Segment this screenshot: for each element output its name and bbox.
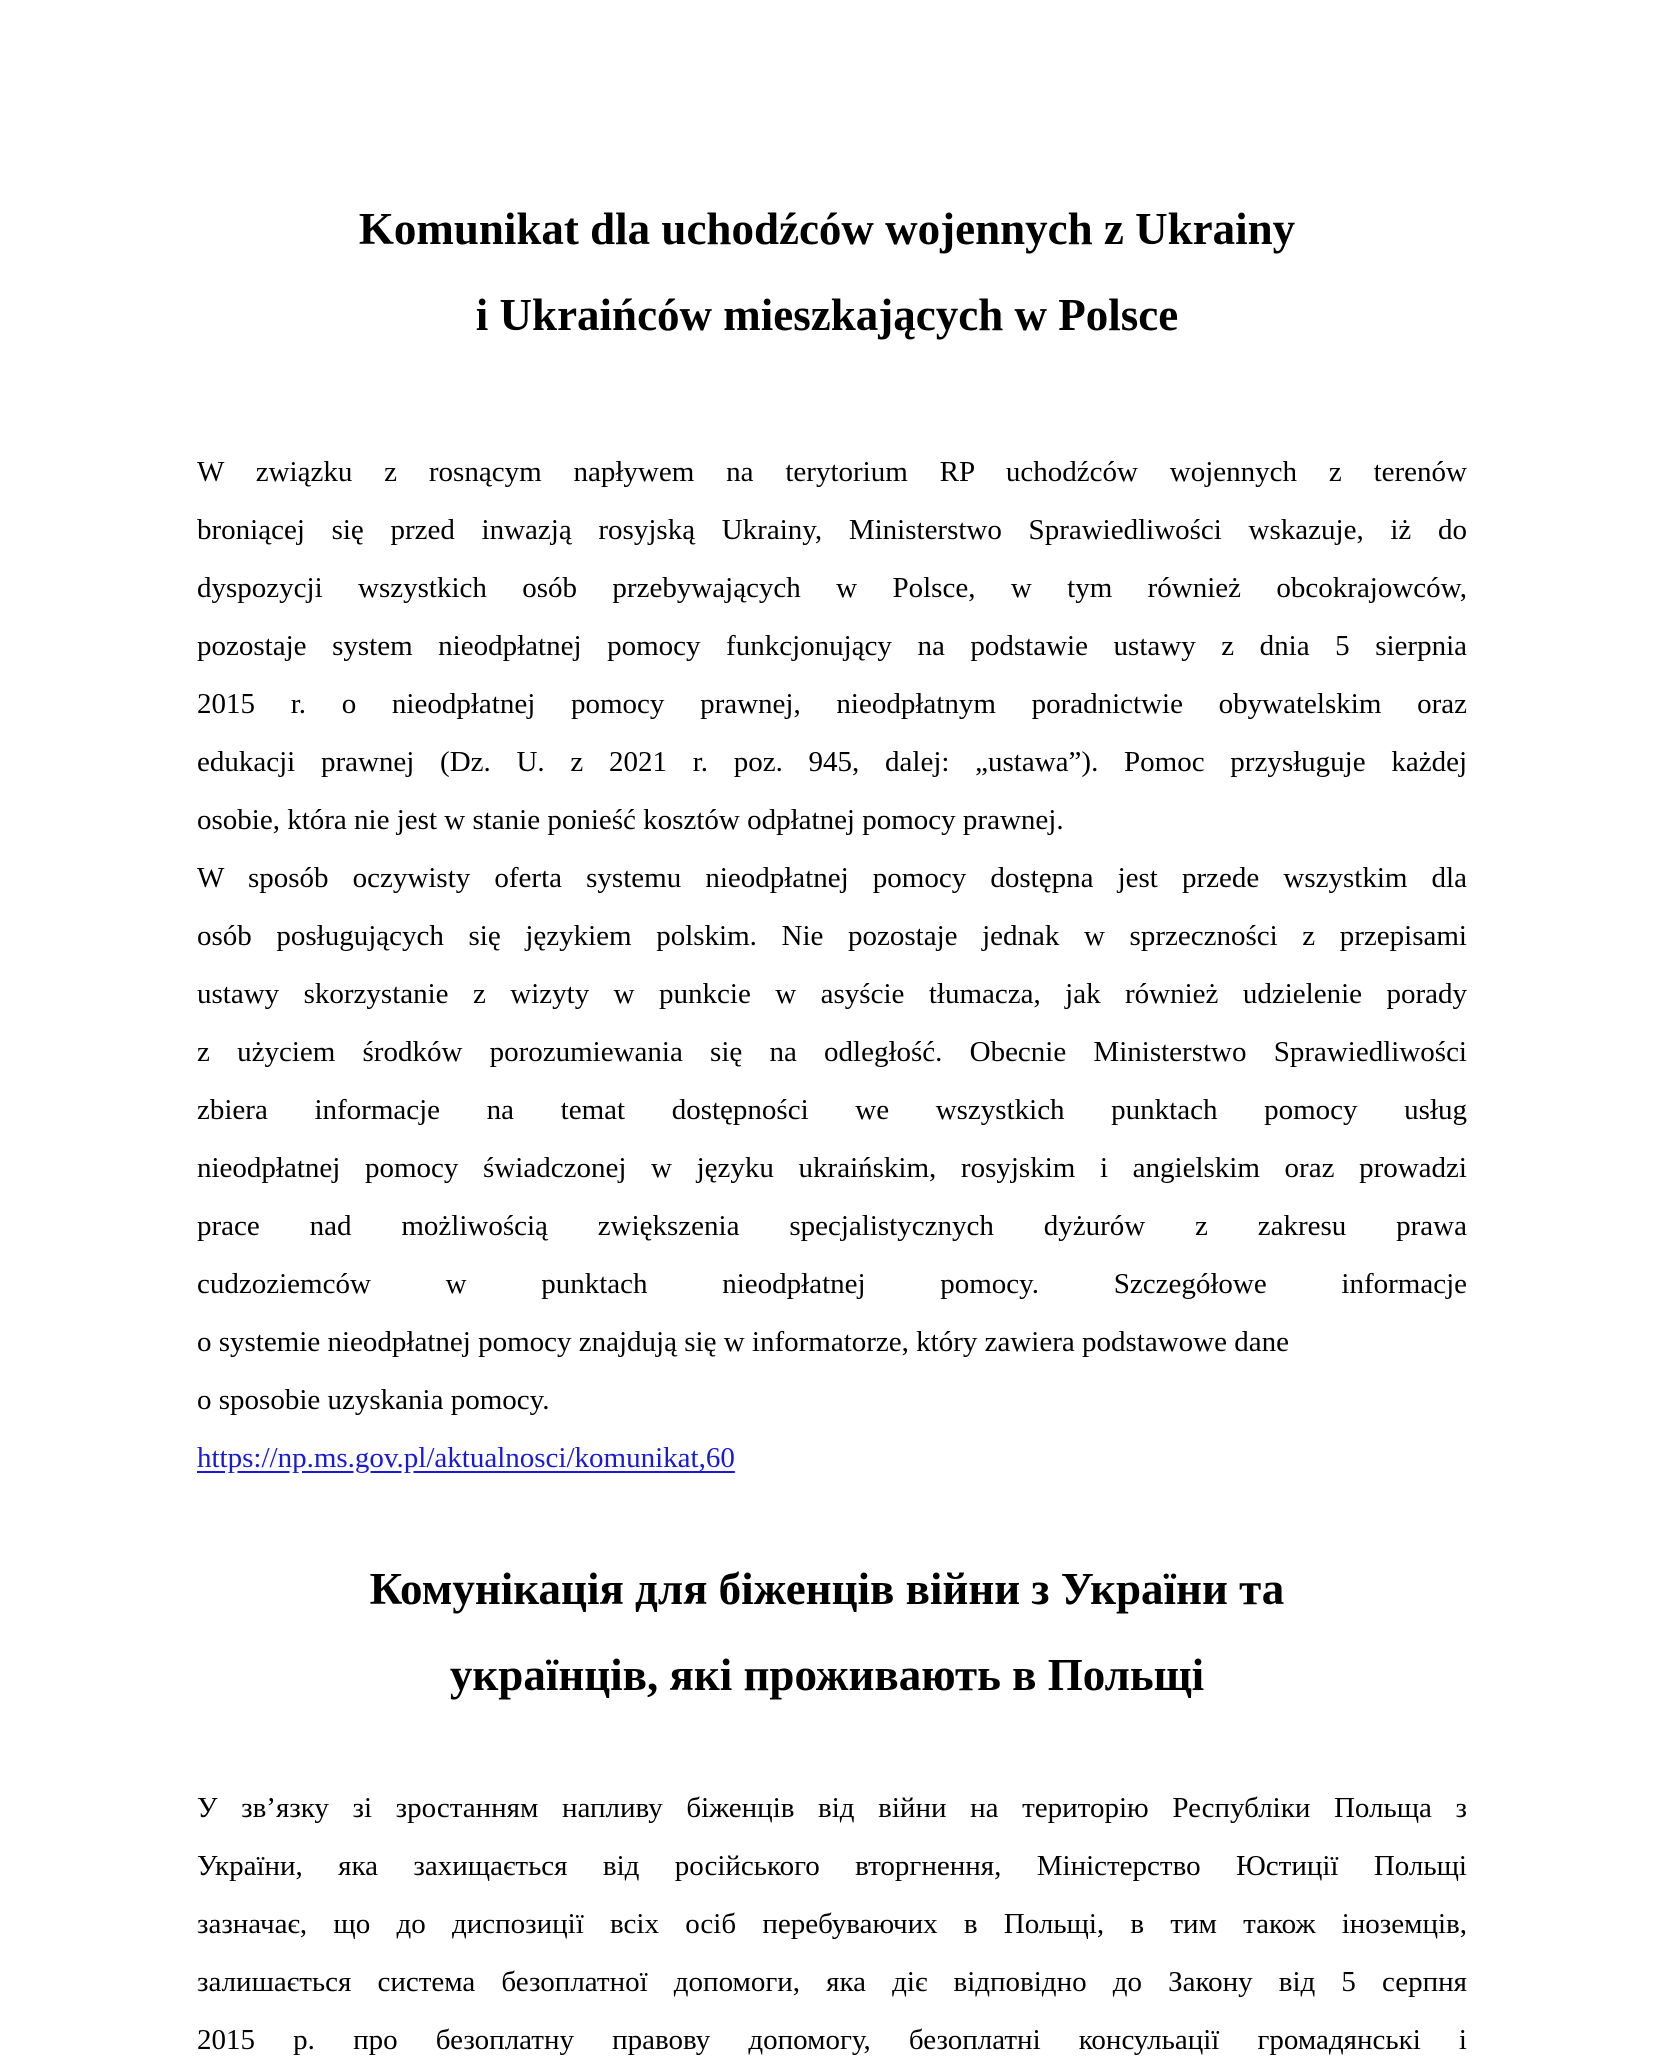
paragraph-line: o systemie nieodpłatnej pomocy znajdują się w informatorze, który zawiera podstawowe dane	[197, 1326, 1289, 1358]
paragraph-line: зазначає, що до диспозиції всіх осіб перебуваючих в Польщі, в тим також іноземців,	[197, 1908, 1467, 1940]
paragraph-line: z użyciem środków porozumiewania się na odległość. Obecnie Ministerstwo Sprawiedliwości	[197, 1036, 1467, 1068]
paragraph-line: broniącej się przed inwazją rosyjską Ukrainy, Ministerstwo Sprawiedliwości wskazuje, iż do	[197, 514, 1467, 546]
ukrainian-paragraph-1	[197, 1779, 1467, 2069]
paragraph-line: osób posługujących się językiem polskim. Nie pozostaje jednak w sprzeczności z przepisami	[197, 920, 1467, 952]
paragraph-line: edukacji prawnej (Dz. U. z 2021 r. poz. 945, dalej: „ustawa”). Pomoc przysługuje każdej	[197, 746, 1467, 778]
paragraph-line: 2015 r. o nieodpłatnej pomocy prawnej, nieodpłatnym poradnictwie obywatelskim oraz	[197, 688, 1467, 720]
ukrainian-title	[150, 1546, 1504, 1718]
polish-paragraph-1	[197, 443, 1467, 849]
ukrainian-title-line-2: українців, які проживають в Польщі	[449, 1650, 1205, 1700]
paragraph-line: 2015 р. про безоплатну правову допомогу, безоплатні консульації громадянські і	[197, 2024, 1467, 2056]
reference-link[interactable]: https://np.ms.gov.pl/aktualnosci/komunikat,60	[197, 1442, 735, 1474]
paragraph-line: W sposób oczywisty oferta systemu nieodpłatnej pomocy dostępna jest przede wszystkim dla	[197, 862, 1467, 894]
reference-link-line	[197, 1429, 1467, 1487]
paragraph-line: osobie, która nie jest w stanie ponieść kosztów odpłatnej pomocy prawnej.	[197, 804, 1064, 836]
paragraph-line: України, яка захищається від російського вторгнення, Міністерство Юстиції Польщі	[197, 1850, 1467, 1882]
paragraph-line: o sposobie uzyskania pomocy.	[197, 1384, 550, 1416]
paragraph-line: W związku z rosnącym napływem na terytorium RP uchodźców wojennych z terenów	[197, 456, 1467, 488]
polish-title	[150, 186, 1504, 358]
paragraph-line: dyspozycji wszystkich osób przebywających w Polsce, w tym również obcokrajowców,	[197, 572, 1467, 604]
paragraph-line: залишається система безоплатної допомоги, яка діє відповідно до Закону від 5 серпня	[197, 1966, 1467, 1998]
polish-paragraph-2	[197, 849, 1467, 1487]
paragraph-line: pozostaje system nieodpłatnej pomocy funkcjonujący na podstawie ustawy z dnia 5 sierpnia	[197, 630, 1467, 662]
paragraph-line: nieodpłatnej pomocy świadczonej w języku ukraińskim, rosyjskim i angielskim oraz prowadzi	[197, 1152, 1467, 1184]
polish-title-line-1: Komunikat dla uchodźców wojennych z Ukrainy	[358, 204, 1296, 254]
polish-title-line-2: i Ukraińców mieszkających w Polsce	[475, 290, 1179, 340]
paragraph-line: У зв’язку зі зростанням напливу біженців від війни на територію Республіки Польща з	[197, 1792, 1467, 1824]
paragraph-line: ustawy skorzystanie z wizyty w punkcie w asyście tłumacza, jak również udzielenie porady	[197, 978, 1467, 1010]
paragraph-line: prace nad możliwością zwiększenia specjalistycznych dyżurów z zakresu prawa	[197, 1210, 1467, 1242]
paragraph-line: cudzoziemców w punktach nieodpłatnej pomocy. Szczegółowe informacje	[197, 1268, 1467, 1300]
ukrainian-title-line-1: Комунікація для біженців війни з України та	[369, 1564, 1285, 1614]
paragraph-line: zbiera informacje na temat dostępności we wszystkich punktach pomocy usług	[197, 1094, 1467, 1126]
